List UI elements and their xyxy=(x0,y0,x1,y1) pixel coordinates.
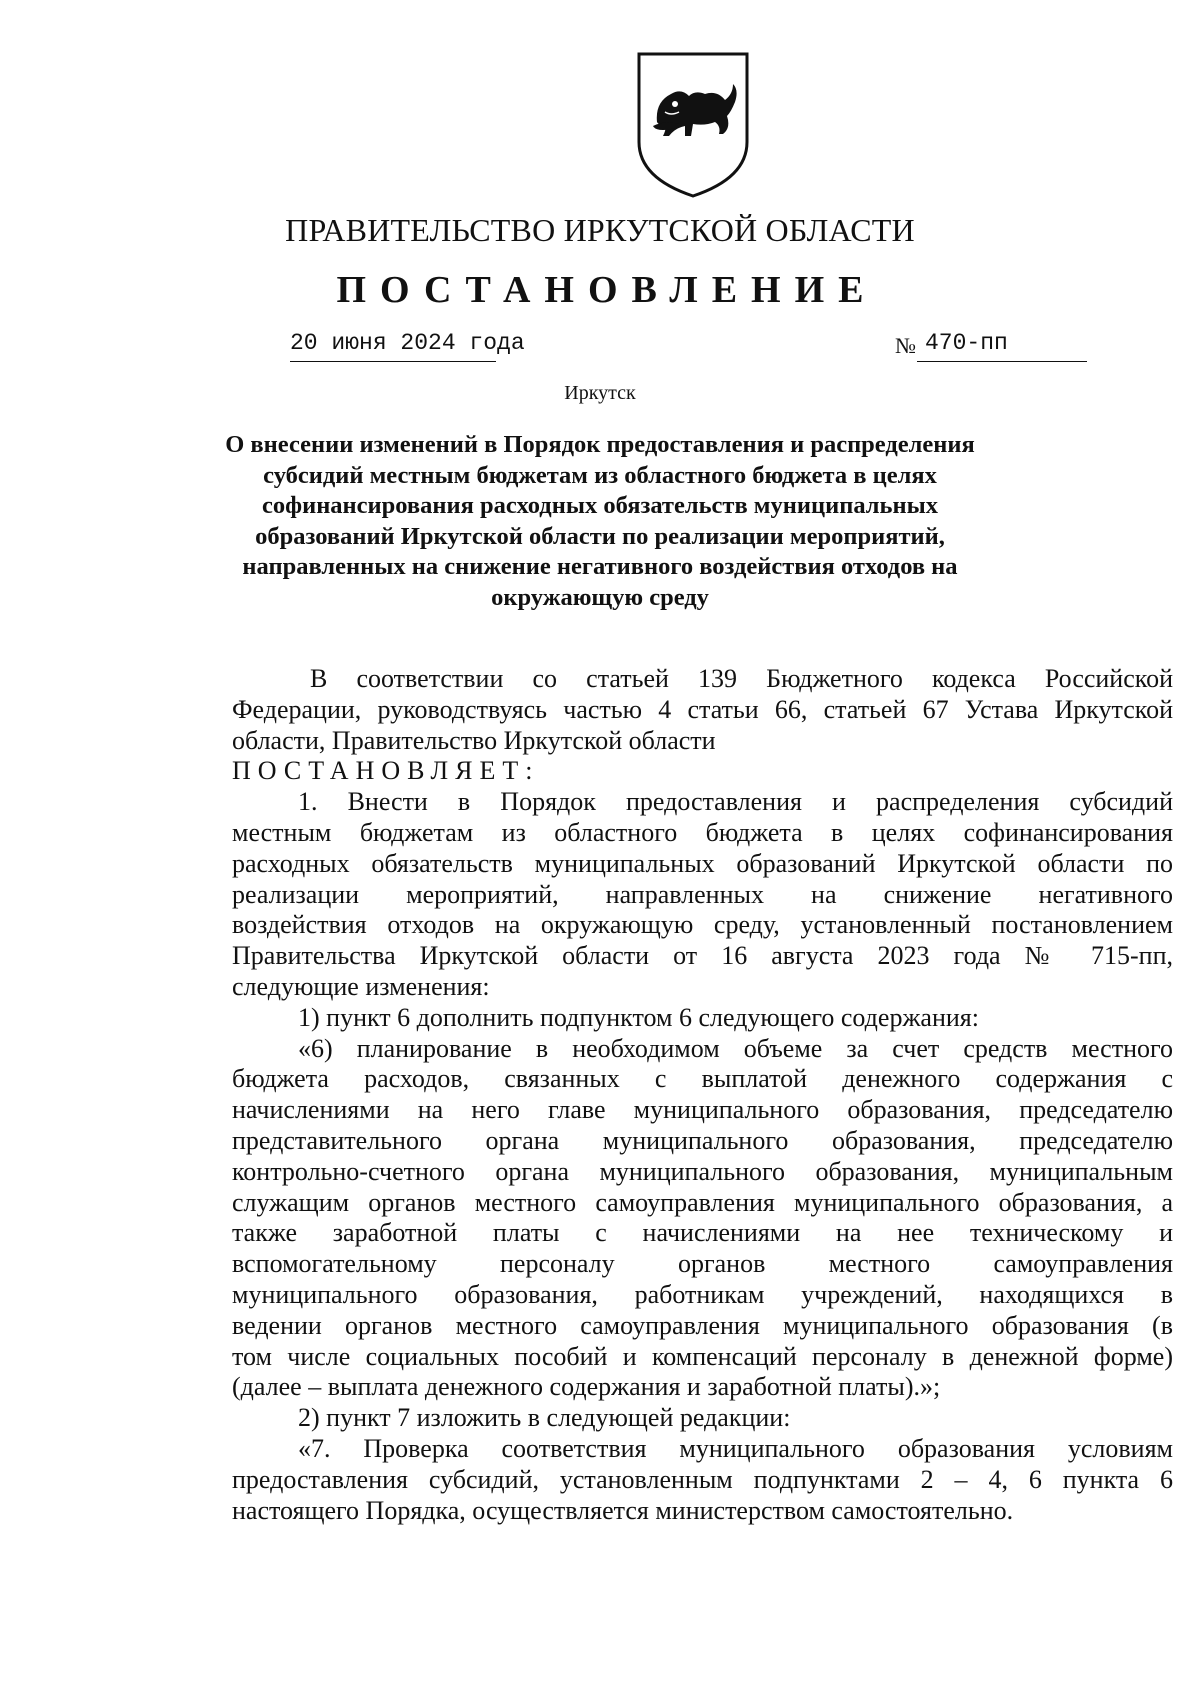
body-line: местным бюджетам из областного бюджета в целях софинансирования xyxy=(232,817,1173,847)
document-city: Иркутск xyxy=(564,382,636,404)
body-line: муниципального образования, работникам учреждений, находящихся в xyxy=(232,1279,1173,1309)
body-line: 1. Внести в Порядок предоставления и распределения субсидий xyxy=(298,787,1173,817)
body-line: бюджета расходов, связанных с выплатой денежного содержания с xyxy=(232,1064,1173,1094)
body-line: 2) пункт 7 изложить в следующей редакции: xyxy=(298,1403,791,1433)
body-line: служащим органов местного самоуправления муниципального образования, а xyxy=(232,1187,1173,1217)
body-line: области, Правительство Иркутской области xyxy=(232,725,716,755)
heading-line: О внесении изменений в Порядок предоставления и распределения xyxy=(225,431,975,458)
heading-line: софинансирования расходных обязательств муниципальных xyxy=(262,492,938,519)
date-underline xyxy=(290,361,496,362)
heading-line: субсидий местным бюджетам из областного бюджета в целях xyxy=(263,461,937,489)
document-heading xyxy=(210,430,990,613)
body-line: настоящего Порядка, осуществляется министерством самостоятельно. xyxy=(232,1495,1014,1525)
resolves-keyword: ПОСТАНОВЛЯЕТ: xyxy=(232,756,540,786)
body-line: В соответствии со статьей 139 Бюджетного кодекса Российской xyxy=(310,664,1173,693)
document-number: 470-пп xyxy=(925,330,1008,356)
body-line: также заработной платы с начислениями на нее техническому и xyxy=(232,1218,1173,1248)
body-line: контрольно-счетного органа муниципального образования, муниципальным xyxy=(232,1156,1173,1186)
body-line: том числе социальных пособий и компенсаций персоналу в денежной форме) xyxy=(232,1341,1173,1371)
body-line: «7. Проверка соответствия муниципального образования условиям xyxy=(298,1433,1173,1463)
body-line: «6) планирование в необходимом объеме за счет средств местного xyxy=(298,1033,1173,1063)
body-line: следующие изменения: xyxy=(232,971,490,1001)
body-line: 1) пункт 6 дополнить подпунктом 6 следующего содержания: xyxy=(298,1002,979,1032)
heading-line: окружающую среду xyxy=(491,583,709,611)
government-title: ПРАВИТЕЛЬСТВО ИРКУТСКОЙ ОБЛАСТИ xyxy=(285,212,915,248)
body-line: представительного органа муниципального образования, председателю xyxy=(232,1125,1173,1155)
heading-line: образований Иркутской области по реализации мероприятий, xyxy=(255,522,945,550)
body-line: вспомогательному персоналу органов местного самоуправления xyxy=(232,1249,1173,1279)
number-sign: № xyxy=(895,333,916,358)
document-date: 20 июня 2024 года xyxy=(290,330,525,356)
body-line: предоставления субсидий, установленным подпунктами 2 – 4, 6 пункта 6 xyxy=(232,1464,1173,1494)
heading-line: направленных на снижение негативного воздействия отходов на xyxy=(242,553,958,580)
number-underline xyxy=(917,361,1087,362)
body-line: начислениями на него главе муниципального образования, председателю xyxy=(232,1095,1173,1125)
body-line: ведении органов местного самоуправления муниципального образования (в xyxy=(232,1310,1173,1340)
coat-of-arms-emblem xyxy=(635,50,751,200)
body-line: воздействия отходов на окружающую среду, установленный постановлением xyxy=(232,910,1173,940)
body-line: Федерации, руководствуясь частью 4 статьи 66, статьей 67 Устава Иркутской xyxy=(232,694,1173,724)
body-line: (далее – выплата денежного содержания и заработной платы).»; xyxy=(232,1372,941,1402)
body-line: реализации мероприятий, направленных на снижение негативного xyxy=(232,879,1173,909)
document-body xyxy=(232,664,1173,1526)
document-type-title: ПОСТАНОВЛЕНИЕ xyxy=(336,269,878,311)
body-line: Правительства Иркутской области от 16 августа 2023 года № 715-пп, xyxy=(232,941,1173,971)
body-line: расходных обязательств муниципальных образований Иркутской области по xyxy=(232,848,1173,878)
